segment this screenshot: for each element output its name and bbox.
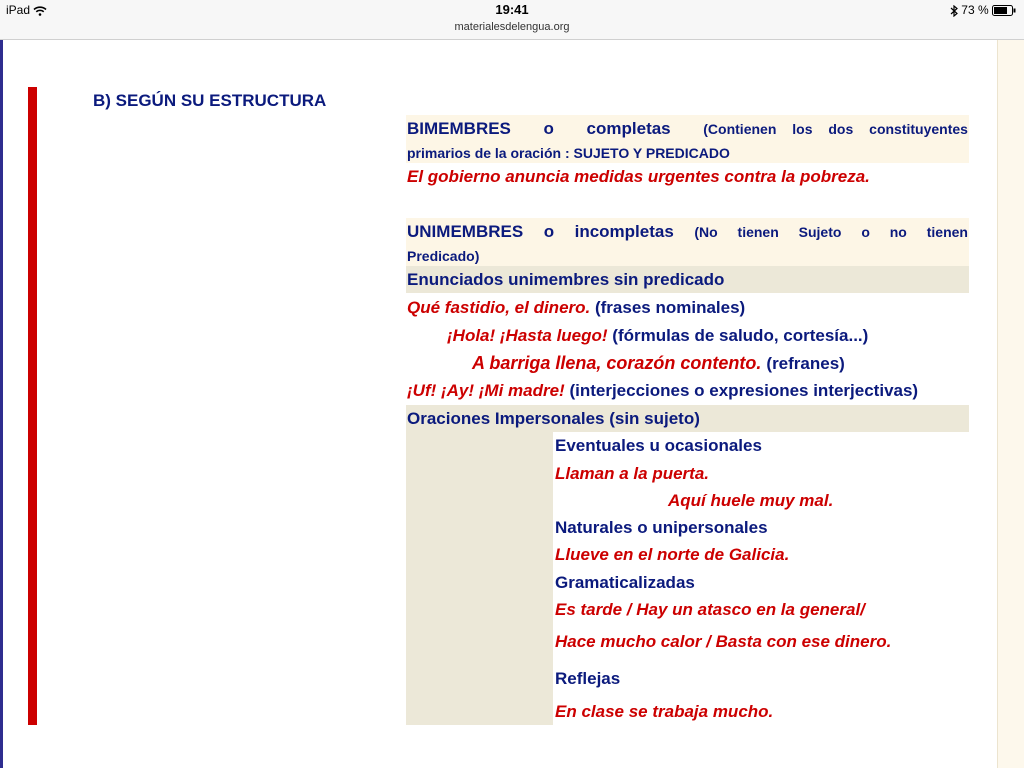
unimembres-term: UNIMEMBRES <box>407 222 524 241</box>
gramaticalizadas-example-1: Es tarde / Hay un atasco en la general/ <box>555 600 865 619</box>
ex2-tag: (fórmulas de saludo, cortesía...) <box>612 326 869 345</box>
example-row-2 <box>447 325 868 347</box>
example-row-4 <box>407 380 918 402</box>
naturales-example: Llueve en el norte de Galicia. <box>555 545 790 564</box>
ex4-tag: (interjecciones o expresiones interjectivas) <box>569 381 919 400</box>
bimembres-term2: completas <box>586 119 671 138</box>
status-right <box>950 3 1016 17</box>
impersonales-title: Oraciones Impersonales (sin sujeto) <box>407 409 700 428</box>
impersonales-side-column <box>406 432 553 725</box>
reflejas-label: Reflejas <box>555 669 621 688</box>
gramaticalizadas-label: Gramaticalizadas <box>555 573 695 592</box>
bimembres-desc2: primarios de la oración : SUJETO Y PREDICADO <box>407 145 730 161</box>
sin-predicado-title: Enunciados unimembres sin predicado <box>407 270 725 289</box>
eventuales-label: Eventuales u ocasionales <box>555 436 762 455</box>
bluetooth-icon <box>950 5 958 17</box>
bimembres-example: El gobierno anuncia medidas urgentes contra la pobreza. <box>407 167 870 186</box>
reflejas-example: En clase se trabaja mucho. <box>555 702 774 721</box>
ex4-text: ¡Uf! ¡Ay! ¡Mi madre! <box>407 381 565 400</box>
example-row-1 <box>407 297 745 319</box>
bimembres-line1 <box>407 118 968 140</box>
ex2-text: ¡Hola! ¡Hasta luego! <box>447 326 608 345</box>
right-margin-panel <box>997 40 1024 768</box>
url-text[interactable]: materialesdelengua.org <box>454 21 570 33</box>
bimembres-desc1: (Contienen los dos constituyentes <box>703 121 968 137</box>
left-red-bar <box>28 87 37 725</box>
left-blue-border <box>0 40 3 768</box>
ex1-tag: (frases nominales) <box>594 298 746 317</box>
battery-icon <box>992 5 1016 16</box>
ex3-text: A barriga llena, corazón contento. <box>472 353 762 373</box>
status-bar <box>0 0 1024 20</box>
section-heading: B) SEGÚN SU ESTRUCTURA <box>93 91 327 110</box>
eventuales-example-1: Llaman a la puerta. <box>555 464 709 483</box>
battery-percent: 73 % <box>961 3 989 17</box>
ex1-text: Qué fastidio, el dinero. <box>407 298 591 317</box>
clock: 19:41 <box>495 2 529 17</box>
unimembres-desc1: (No tienen Sujeto o no tienen <box>694 224 968 240</box>
bimembres-o: o <box>543 119 554 138</box>
device-name: iPad <box>6 3 31 17</box>
bimembres-term: BIMEMBRES <box>407 119 511 138</box>
naturales-label: Naturales o unipersonales <box>555 518 768 537</box>
unimembres-term2: incompletas <box>574 222 674 241</box>
example-row-3 <box>472 352 845 375</box>
address-bar[interactable] <box>0 20 1024 40</box>
eventuales-example-2: Aquí huele muy mal. <box>668 491 834 510</box>
unimembres-line1 <box>407 221 968 243</box>
ex3-tag: (refranes) <box>766 354 845 373</box>
unimembres-o: o <box>543 222 555 241</box>
gramaticalizadas-example-2: Hace mucho calor / Basta con ese dinero. <box>555 632 892 651</box>
unimembres-desc2: Predicado) <box>407 248 480 264</box>
